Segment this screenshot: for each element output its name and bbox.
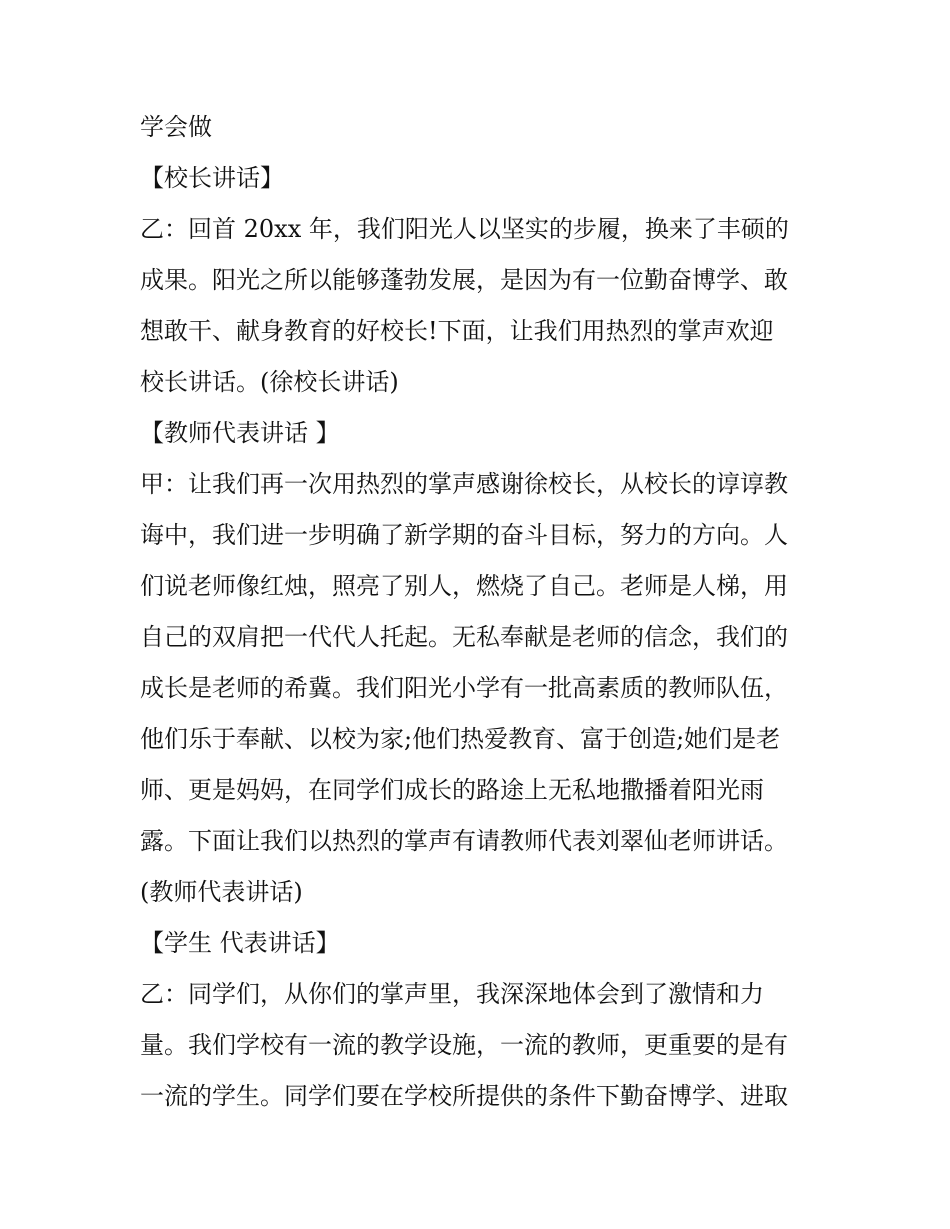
text-line: 成果。阳光之所以能够蓬勃发展，是因为有一位勤奋博学、敢 [140,266,788,294]
text-line: 校长讲话。(徐校长讲话) [140,368,399,396]
text-line: 成长是老师的希冀。我们阳光小学有一批高素质的教师队伍， [140,674,788,702]
text-line: 学会做 [140,113,212,141]
text-line: 诲中，我们进一步明确了新学期的奋斗目标，努力的方向。人 [140,521,788,549]
text-line: 师、更是妈妈，在同学们成长的路途上无私地撒播着阳光雨 [140,776,764,804]
text-line: 他们乐于奉献、以校为家;他们热爱教育、富于创造;她们是老 [140,725,781,753]
text-line: 甲：让我们再一次用热烈的掌声感谢徐校长，从校长的谆谆教 [140,470,788,498]
section-heading-principal-speech: 【校长讲话】 [140,164,284,192]
text-line: 乙：回首 20xx 年，我们阳光人以坚实的步履，换来了丰硕的 [140,215,789,243]
text-line: 露。下面让我们以热烈的掌声有请教师代表刘翠仙老师讲话。 [140,827,788,855]
text-line: 自己的双肩把一代代人托起。无私奉献是老师的信念，我们的 [140,623,788,651]
text-line: 量。我们学校有一流的教学设施，一流的教师，更重要的是有 [140,1031,788,1059]
section-heading-teacher-speech: 【教师代表讲话 】 [140,419,340,447]
text-line: 一流的学生。同学们要在学校所提供的条件下勤奋博学、进取 [140,1082,788,1110]
text-line: 想敢干、献身教育的好校长!下面，让我们用热烈的掌声欢迎 [140,317,774,345]
text-line: (教师代表讲话) [140,878,303,906]
section-heading-student-speech: 【学生 代表讲话】 [140,929,340,957]
text-line: 们说老师像红烛，照亮了别人，燃烧了自己。老师是人梯，用 [140,572,788,600]
text-line: 乙：同学们，从你们的掌声里，我深深地体会到了激情和力 [140,980,764,1008]
